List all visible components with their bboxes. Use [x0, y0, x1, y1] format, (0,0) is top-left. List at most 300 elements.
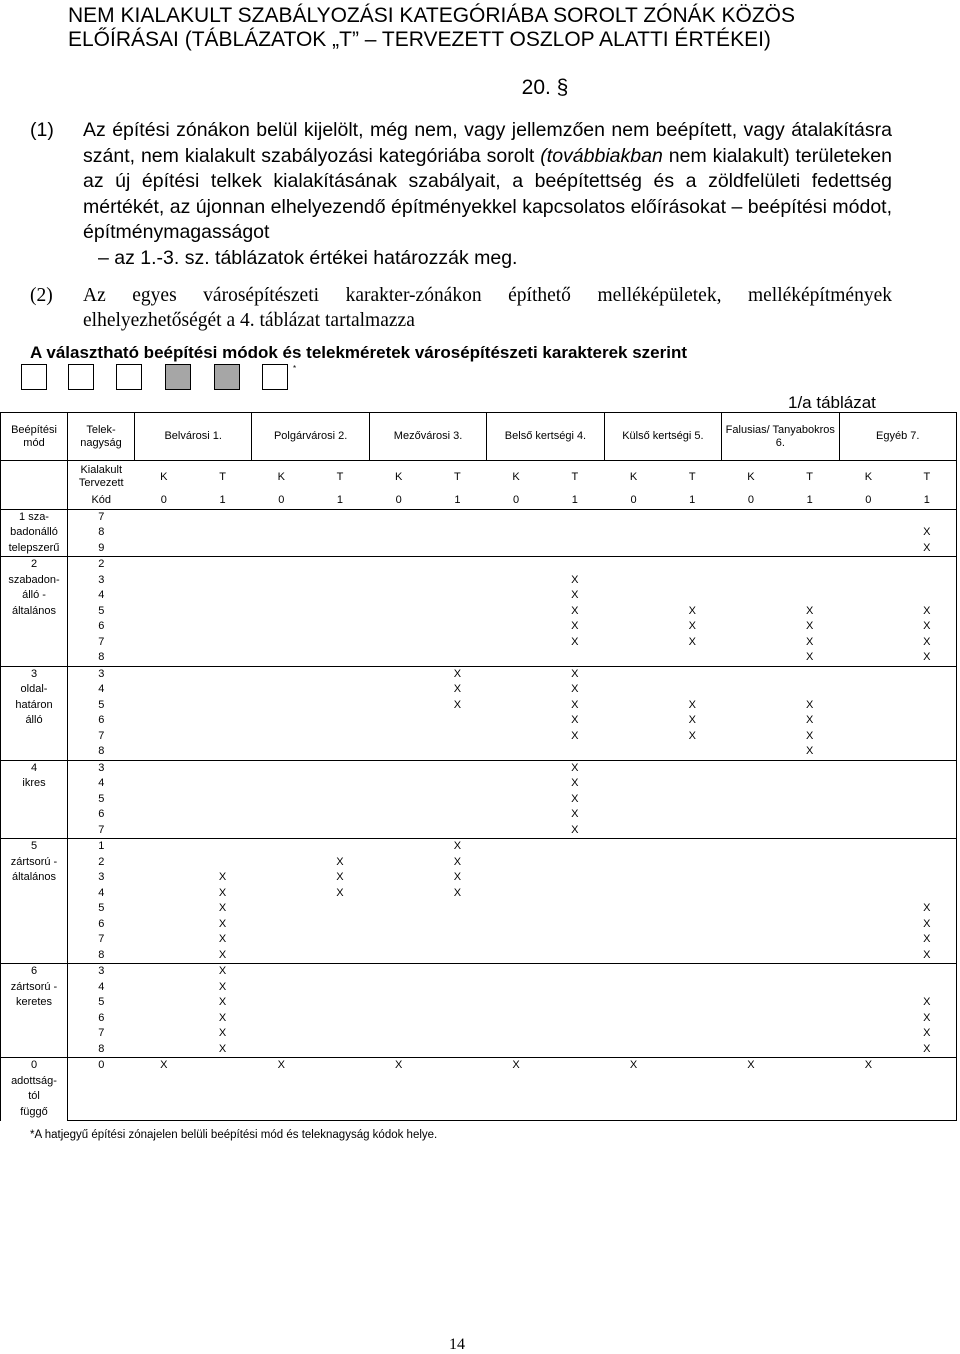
empty-cell [252, 807, 311, 823]
empty-cell [311, 1026, 370, 1042]
x-mark: X [722, 1058, 781, 1074]
plot-size-cell: 2 [68, 557, 135, 573]
empty-cell [428, 744, 487, 760]
footnote-marker: * [293, 364, 297, 373]
x-mark: X [604, 1058, 663, 1074]
x-mark: X [898, 995, 957, 1011]
empty-cell [487, 1042, 546, 1058]
empty-cell [311, 666, 370, 682]
empty-cell [311, 1074, 370, 1090]
code-cell: 0 [369, 493, 428, 509]
empty-cell [428, 1058, 487, 1074]
empty-cell [722, 619, 781, 635]
empty-cell [487, 901, 546, 917]
empty-cell [604, 886, 663, 902]
empty-cell [722, 964, 781, 980]
empty-cell [252, 1042, 311, 1058]
empty-cell [135, 855, 194, 871]
empty-cell [663, 886, 722, 902]
empty-cell [369, 729, 428, 745]
empty-cell [722, 901, 781, 917]
empty-cell [780, 541, 839, 557]
empty-cell [311, 807, 370, 823]
building-mode-line: általános [11, 604, 57, 617]
empty-cell [135, 948, 194, 964]
empty-cell [369, 635, 428, 651]
header-code: Kód [68, 493, 135, 509]
empty-cell [135, 776, 194, 792]
building-mode-line: telepszerű [8, 541, 60, 554]
empty-cell [1, 493, 68, 509]
empty-cell [428, 588, 487, 604]
empty-cell [428, 901, 487, 917]
plot-size-cell: 8 [68, 650, 135, 666]
empty-cell [135, 619, 194, 635]
empty-cell [369, 666, 428, 682]
empty-cell [193, 792, 252, 808]
empty-cell [428, 792, 487, 808]
empty-cell [135, 980, 194, 996]
x-mark: X [571, 823, 579, 836]
empty-cell [722, 760, 781, 776]
empty-cell [252, 1011, 311, 1027]
empty-cell [722, 995, 781, 1011]
empty-cell [193, 1089, 252, 1105]
empty-cell [898, 1074, 957, 1090]
empty-cell [898, 682, 957, 698]
empty-cell [898, 776, 957, 792]
building-mode-label [1, 1058, 68, 1121]
plot-size-cell: 4 [68, 886, 135, 902]
empty-cell [311, 1042, 370, 1058]
empty-cell [663, 776, 722, 792]
empty-cell [428, 776, 487, 792]
x-mark: X [218, 902, 227, 915]
building-mode-label [1, 760, 68, 839]
empty-cell [487, 682, 546, 698]
table-number: 1/a táblázat [788, 393, 876, 412]
empty-cell [780, 557, 839, 573]
empty-cell [663, 541, 722, 557]
empty-cell [369, 886, 428, 902]
x-mark: X [571, 620, 579, 633]
empty-cell [839, 698, 898, 714]
empty-cell [604, 776, 663, 792]
table-row [1, 650, 957, 666]
table-row [1, 1011, 957, 1027]
empty-cell [369, 917, 428, 933]
empty-cell [252, 1105, 311, 1121]
empty-cell [369, 557, 428, 573]
plot-size-cell: 1 [68, 839, 135, 855]
x-mark: X [453, 855, 462, 868]
table-row [1, 541, 957, 557]
empty-cell [311, 557, 370, 573]
empty-cell [428, 964, 487, 980]
code-cell: 0 [722, 493, 781, 509]
building-mode-line: zártsorú - [10, 980, 58, 993]
header-plot-size: Telek-nagyság [68, 413, 135, 461]
empty-cell [252, 729, 311, 745]
plot-size-cell: 5 [68, 792, 135, 808]
empty-cell [604, 901, 663, 917]
x-mark: X [688, 635, 696, 648]
table-row [1, 964, 957, 980]
empty-cell [722, 823, 781, 839]
empty-cell [780, 948, 839, 964]
plot-size-cell: 7 [68, 932, 135, 948]
empty-cell [487, 870, 546, 886]
empty-cell [135, 807, 194, 823]
table-row [1, 588, 957, 604]
empty-cell [487, 541, 546, 557]
empty-cell [545, 901, 604, 917]
empty-cell [898, 509, 957, 525]
empty-cell [252, 839, 311, 855]
table-row [1, 666, 957, 682]
empty-cell [369, 682, 428, 698]
empty-cell [428, 995, 487, 1011]
empty-cell [369, 870, 428, 886]
kt-cell: K [487, 461, 546, 494]
empty-cell [369, 980, 428, 996]
code-box-shaded [165, 364, 191, 390]
empty-cell [428, 932, 487, 948]
empty-cell [663, 650, 722, 666]
empty-cell [780, 509, 839, 525]
empty-cell [780, 839, 839, 855]
empty-cell [252, 760, 311, 776]
empty-cell [780, 792, 839, 808]
empty-cell [252, 744, 311, 760]
empty-cell [545, 839, 604, 855]
empty-cell [545, 744, 604, 760]
empty-cell [487, 995, 546, 1011]
plot-size-cell: 7 [68, 729, 135, 745]
x-mark: X [453, 683, 462, 696]
empty-cell [252, 650, 311, 666]
empty-cell [722, 870, 781, 886]
building-mode-line: álló [25, 714, 43, 726]
empty-cell [780, 901, 839, 917]
empty-cell [135, 525, 194, 541]
empty-cell [135, 901, 194, 917]
x-mark: X [218, 871, 227, 884]
empty-cell [663, 744, 722, 760]
plot-size-cell [68, 1074, 135, 1090]
empty-cell [839, 729, 898, 745]
empty-cell [193, 666, 252, 682]
empty-cell [545, 886, 604, 902]
empty-cell [545, 525, 604, 541]
empty-cell [487, 760, 546, 776]
empty-cell [311, 948, 370, 964]
empty-cell [369, 1105, 428, 1121]
empty-cell [252, 823, 311, 839]
paragraph-1-body [83, 118, 892, 246]
empty-cell [604, 870, 663, 886]
x-mark: X [336, 855, 344, 868]
x-mark: X [805, 620, 814, 633]
empty-cell [369, 650, 428, 666]
empty-cell [839, 886, 898, 902]
empty-cell [663, 525, 722, 541]
empty-cell [604, 525, 663, 541]
empty-cell [135, 604, 194, 620]
empty-cell [898, 588, 957, 604]
empty-cell [604, 604, 663, 620]
x-mark: X [453, 871, 462, 884]
empty-cell [369, 698, 428, 714]
empty-cell [839, 1026, 898, 1042]
empty-cell [193, 635, 252, 651]
empty-cell [428, 1042, 487, 1058]
empty-cell [604, 573, 663, 589]
empty-cell [663, 1074, 722, 1090]
empty-cell [487, 619, 546, 635]
empty-cell [193, 807, 252, 823]
empty-cell [722, 525, 781, 541]
empty-cell [369, 1011, 428, 1027]
plot-size-cell: 6 [68, 1011, 135, 1027]
empty-cell [487, 948, 546, 964]
paragraph-2-body: Az egyes városépítészeti karakter-zónákon építhető melléképületek, melléképítmények elhelyezhetőségét a 4. táblázat tartalmazza [83, 285, 892, 331]
empty-cell [898, 698, 957, 714]
empty-cell [428, 948, 487, 964]
table-row [1, 948, 957, 964]
zoning-table [0, 412, 957, 1121]
empty-cell [369, 901, 428, 917]
empty-cell [545, 1042, 604, 1058]
empty-cell [487, 1089, 546, 1105]
x-mark: X [571, 714, 579, 727]
empty-cell [135, 823, 194, 839]
empty-cell [898, 886, 957, 902]
building-mode-label [1, 509, 68, 557]
empty-cell [604, 855, 663, 871]
empty-cell [604, 509, 663, 525]
x-mark: X [571, 573, 579, 586]
empty-cell [193, 1074, 252, 1090]
empty-cell [780, 980, 839, 996]
empty-cell [722, 682, 781, 698]
empty-cell [311, 1105, 370, 1121]
empty-cell [428, 1074, 487, 1090]
table-row [1, 1058, 957, 1074]
plot-size-cell: 2 [68, 855, 135, 871]
empty-cell [369, 713, 428, 729]
empty-cell [663, 932, 722, 948]
x-mark: X [898, 541, 957, 557]
table-row [1, 917, 957, 933]
empty-cell [252, 855, 311, 871]
empty-cell [839, 509, 898, 525]
empty-cell [839, 619, 898, 635]
empty-cell [663, 760, 722, 776]
table-row [1, 698, 957, 714]
empty-cell [487, 573, 546, 589]
x-mark: X [898, 604, 957, 620]
building-mode-line: tól [28, 1090, 40, 1102]
x-mark: X [571, 698, 579, 711]
empty-cell [369, 807, 428, 823]
empty-cell [604, 541, 663, 557]
empty-cell [780, 995, 839, 1011]
empty-cell [193, 839, 252, 855]
table-code-row [1, 493, 957, 509]
empty-cell [839, 807, 898, 823]
empty-cell [839, 1089, 898, 1105]
empty-cell [839, 1011, 898, 1027]
empty-cell [487, 509, 546, 525]
empty-cell [780, 1058, 839, 1074]
empty-cell [722, 650, 781, 666]
empty-cell [369, 573, 428, 589]
empty-cell [545, 541, 604, 557]
empty-cell [252, 604, 311, 620]
table-header-row [1, 413, 957, 461]
empty-cell [545, 932, 604, 948]
code-box-shaded [214, 364, 240, 390]
building-mode-line: zártsorú - [10, 855, 58, 868]
x-mark: X [571, 635, 579, 648]
x-mark: X [805, 635, 814, 648]
x-mark: X [688, 714, 696, 727]
kt-cell: K [369, 461, 428, 494]
plot-size-cell: 7 [68, 635, 135, 651]
table-row [1, 682, 957, 698]
table-row [1, 980, 957, 996]
empty-cell [780, 666, 839, 682]
zone-code-boxes [18, 364, 308, 392]
empty-cell [839, 792, 898, 808]
empty-cell [252, 573, 311, 589]
plot-size-cell: 7 [68, 509, 135, 525]
x-mark: X [805, 714, 814, 727]
empty-cell [135, 995, 194, 1011]
empty-cell [252, 792, 311, 808]
empty-cell [369, 760, 428, 776]
empty-cell [428, 1011, 487, 1027]
empty-cell [487, 650, 546, 666]
empty-cell [487, 635, 546, 651]
empty-cell [604, 932, 663, 948]
kt-cell: K [604, 461, 663, 494]
code-cell: 0 [839, 493, 898, 509]
empty-cell [722, 588, 781, 604]
empty-cell [428, 509, 487, 525]
table-row [1, 1089, 957, 1105]
empty-cell [369, 1026, 428, 1042]
footnote: *A hatjegyű építési zónajelen belüli beépítési mód és teleknagyság kódok helye. [30, 1129, 438, 1141]
empty-cell [722, 1011, 781, 1027]
code-cell: 1 [780, 493, 839, 509]
empty-cell [311, 525, 370, 541]
building-mode-line: ikres [22, 777, 46, 789]
empty-cell [135, 964, 194, 980]
empty-cell [780, 1105, 839, 1121]
empty-cell [839, 573, 898, 589]
x-mark: X [571, 683, 579, 696]
empty-cell [545, 1058, 604, 1074]
table-row [1, 619, 957, 635]
empty-cell [898, 760, 957, 776]
empty-cell [722, 792, 781, 808]
empty-cell [193, 823, 252, 839]
empty-cell [898, 870, 957, 886]
plot-size-cell: 8 [68, 744, 135, 760]
x-mark: X [218, 1011, 227, 1024]
table-row [1, 713, 957, 729]
building-mode-line: adottság- [11, 1074, 57, 1087]
empty-cell [722, 509, 781, 525]
building-mode-line: oldal- [20, 683, 48, 695]
x-mark: X [805, 651, 814, 664]
empty-cell [193, 509, 252, 525]
x-mark: X [805, 604, 814, 617]
empty-cell [135, 557, 194, 573]
empty-cell [604, 964, 663, 980]
header-zone: Mezővárosi 3. [369, 413, 486, 461]
building-mode-line: függő [20, 1105, 48, 1118]
empty-cell [780, 1042, 839, 1058]
empty-cell [722, 666, 781, 682]
kt-cell: T [663, 461, 722, 494]
x-mark: X [688, 604, 696, 617]
empty-cell [193, 1058, 252, 1074]
empty-cell [545, 870, 604, 886]
table-row [1, 1042, 957, 1058]
empty-cell [487, 776, 546, 792]
empty-cell [604, 1074, 663, 1090]
plot-size-cell: 5 [68, 604, 135, 620]
empty-cell [369, 1089, 428, 1105]
x-mark: X [545, 666, 604, 682]
empty-cell [780, 964, 839, 980]
table-kt-row [1, 461, 957, 494]
empty-cell [135, 666, 194, 682]
x-mark: X [571, 729, 579, 742]
empty-cell [311, 509, 370, 525]
empty-cell [135, 713, 194, 729]
empty-cell [604, 713, 663, 729]
empty-cell [839, 604, 898, 620]
table-row [1, 1026, 957, 1042]
empty-cell [780, 932, 839, 948]
header-existing-planned: Kialakult Tervezett [68, 461, 135, 494]
empty-cell [604, 557, 663, 573]
building-mode-line: keretes [15, 996, 53, 1008]
empty-cell [722, 980, 781, 996]
empty-cell [487, 588, 546, 604]
header-zone: Polgárvárosi 2. [252, 413, 369, 461]
empty-cell [898, 1058, 957, 1074]
empty-cell [839, 1105, 898, 1121]
empty-cell [311, 744, 370, 760]
empty-cell [604, 1026, 663, 1042]
x-mark: X [336, 886, 344, 899]
empty-cell [487, 698, 546, 714]
empty-cell [135, 650, 194, 666]
empty-cell [369, 792, 428, 808]
empty-cell [311, 635, 370, 651]
empty-cell [252, 509, 311, 525]
empty-cell [487, 557, 546, 573]
empty-cell [252, 698, 311, 714]
empty-cell [545, 1074, 604, 1090]
empty-cell [193, 541, 252, 557]
x-mark: X [453, 886, 462, 899]
